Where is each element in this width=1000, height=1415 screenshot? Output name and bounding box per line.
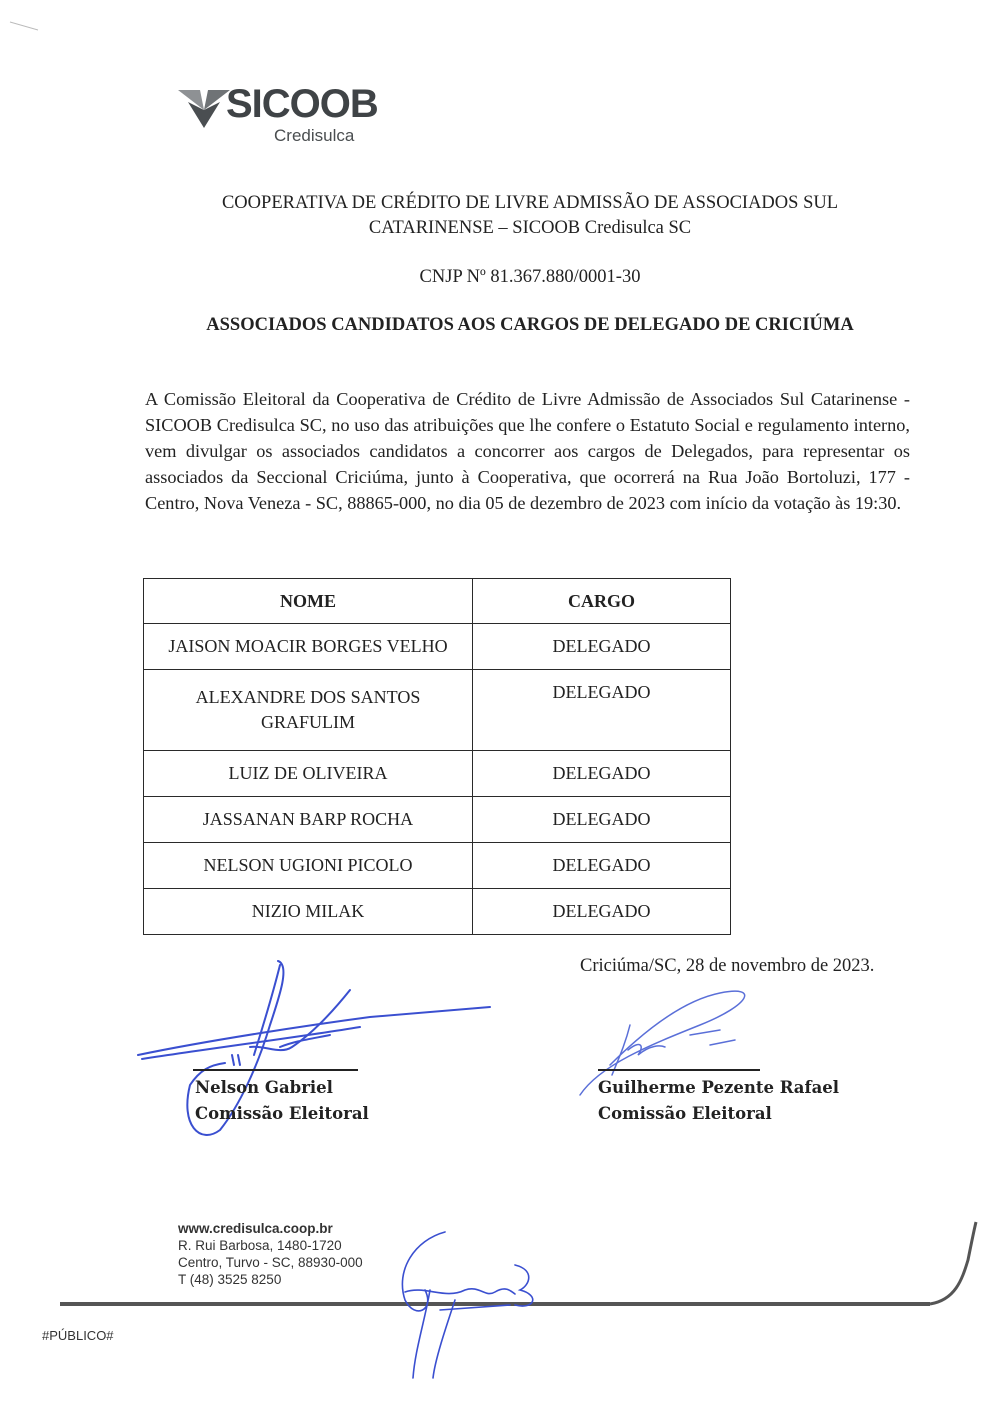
table-row (144, 843, 731, 889)
candidate-name: JAISON MOACIR BORGES VELHO (144, 624, 473, 670)
signature-2-name: Guilherme Pezente Rafael (598, 1078, 840, 1097)
signature-1-name: Nelson Gabriel (195, 1078, 333, 1097)
candidate-role: DELEGADO (473, 670, 731, 751)
candidate-name: NELSON UGIONI PICOLO (144, 843, 473, 889)
candidate-role: DELEGADO (473, 843, 731, 889)
table-row (144, 889, 731, 935)
footer-curve-decoration (900, 1220, 980, 1310)
table-row (144, 670, 731, 751)
announcement-paragraph: A Comissão Eleitoral da Cooperativa de Crédito de Livre Admissão de Associados Sul Catarinense - SICOOB Credisulca SC, no uso das atribuições que lhe confere o Estatuto Social e regulamento interno, vem divulgar os associados candidatos a concorrer aos cargos de Delegados, para representar os associados da Seccional Criciúma, junto à Cooperativa, que ocorrerá na Rua João Bortoluzi, 177 - Centro, Nova Veneza - SC, 88865-000, no dia 05 de dezembro de 2023 com início da votação às 19:30. (145, 389, 910, 513)
signature-1-line (193, 1069, 358, 1071)
candidate-role: DELEGADO (473, 624, 731, 670)
candidates-table (143, 578, 731, 935)
candidate-name: ALEXANDRE DOS SANTOS GRAFULIM (144, 670, 473, 751)
footer-address-line1: R. Rui Barbosa, 1480-1720 (178, 1238, 342, 1253)
footer-phone: T (48) 3525 8250 (178, 1272, 282, 1287)
classification-tag: #PÚBLICO# (42, 1328, 114, 1343)
table-row (144, 751, 731, 797)
cnpj: CNJP Nº 81.367.880/0001-30 (419, 267, 641, 287)
candidate-name: JASSANAN BARP ROCHA (144, 797, 473, 843)
table-header-row (144, 579, 731, 624)
candidate-role: DELEGADO (473, 889, 731, 935)
table-row (144, 797, 731, 843)
scan-artifact (8, 18, 44, 32)
candidate-name: LUIZ DE OLIVEIRA (144, 751, 473, 797)
footer-contact (178, 1220, 363, 1288)
table-row (144, 624, 731, 670)
cooperative-name-line2: CATARINENSE – SICOOB Credisulca SC (368, 218, 692, 238)
signature-2-role: Comissão Eleitoral (598, 1104, 772, 1123)
footer-website: www.credisulca.coop.br (178, 1221, 333, 1236)
signature-1-role: Comissão Eleitoral (195, 1104, 369, 1123)
candidate-role: DELEGADO (473, 751, 731, 797)
sicoob-logo-icon (178, 88, 230, 128)
sicoob-logo (178, 82, 378, 146)
logo-brand: SICOOB (226, 82, 378, 126)
footer-divider (60, 1302, 930, 1306)
column-header-cargo: CARGO (473, 579, 731, 624)
footer-address-line2: Centro, Turvo - SC, 88930-000 (178, 1255, 363, 1270)
candidate-name: NIZIO MILAK (144, 889, 473, 935)
cooperative-name-line1: COOPERATIVA DE CRÉDITO DE LIVRE ADMISSÃO DE ASSOCIADOS SUL (221, 193, 839, 213)
logo-subbrand: Credisulca (274, 126, 355, 145)
signature-2-line (598, 1069, 760, 1071)
column-header-nome: NOME (144, 579, 473, 624)
place-date: Criciúma/SC, 28 de novembro de 2023. (580, 956, 875, 976)
document-title: ASSOCIADOS CANDIDATOS AOS CARGOS DE DELEGADO DE CRICIÚMA (206, 315, 854, 335)
candidate-role: DELEGADO (473, 797, 731, 843)
